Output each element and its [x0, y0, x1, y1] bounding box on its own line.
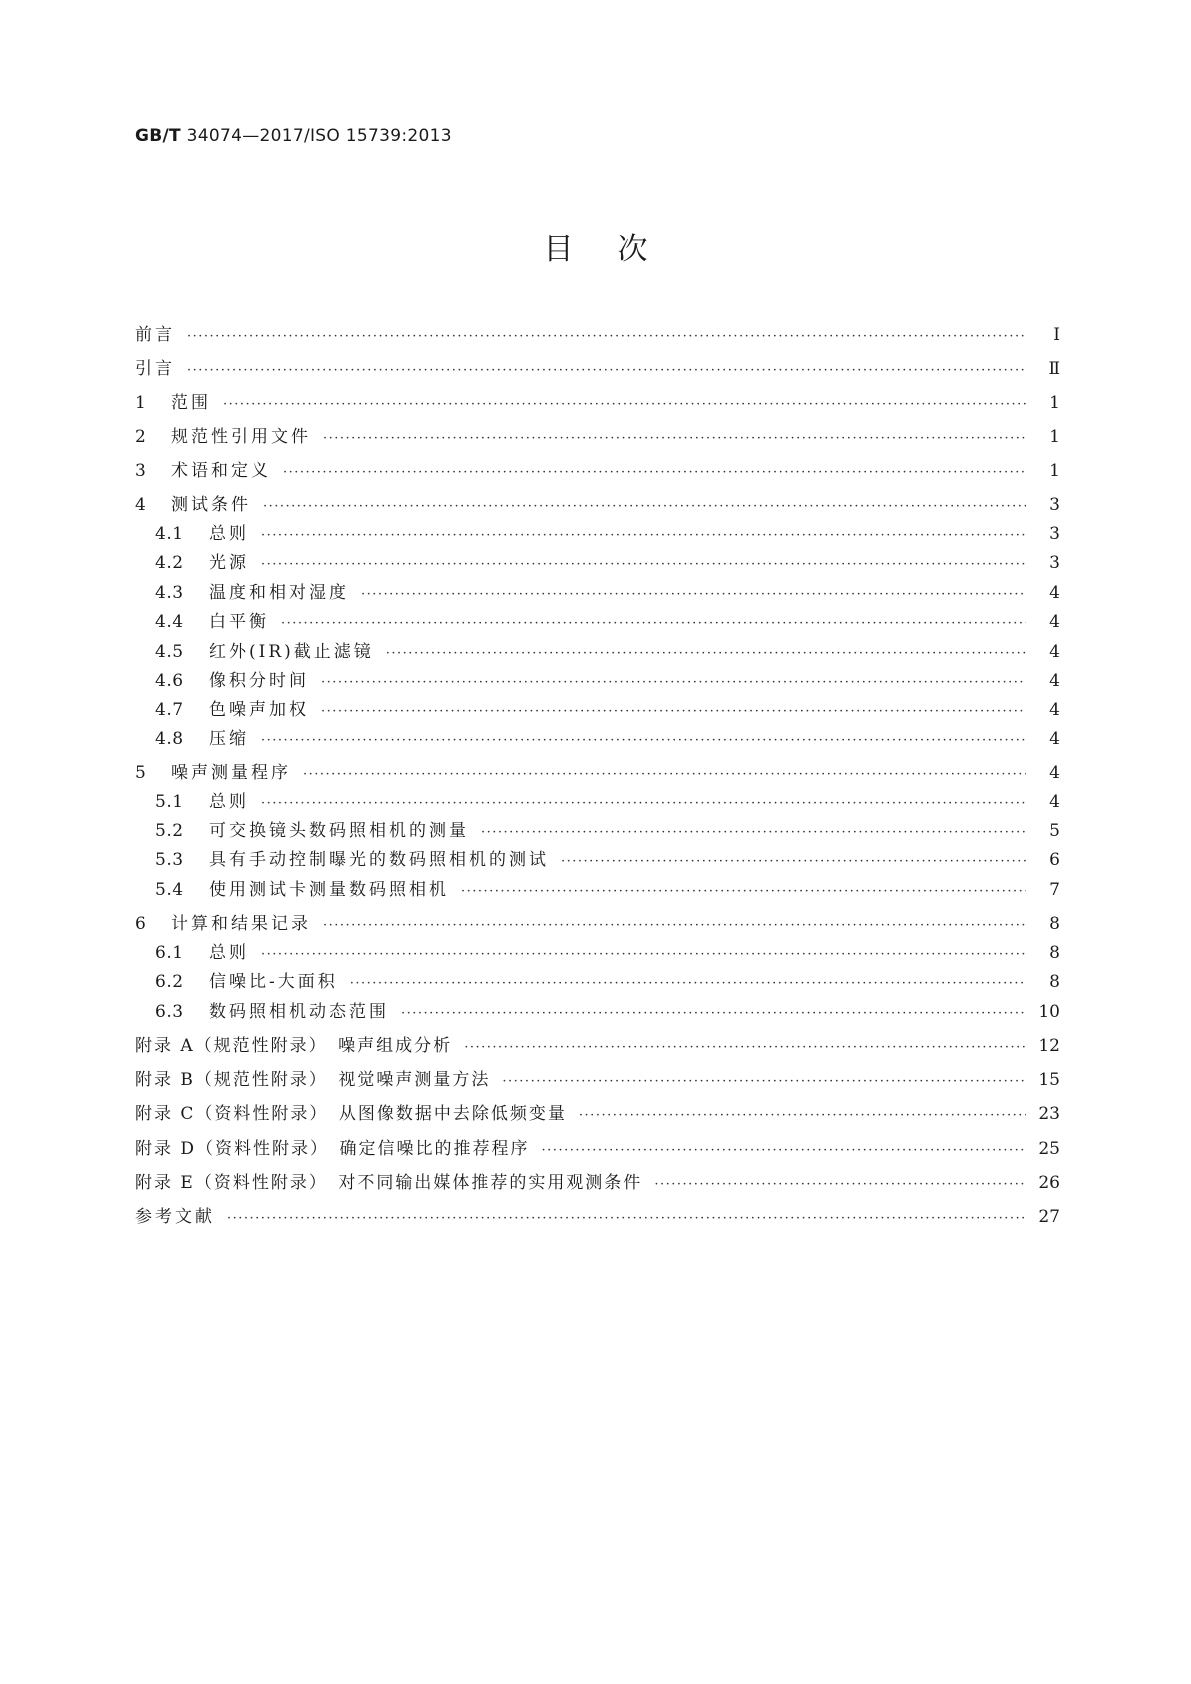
standard-prefix: GB/T [135, 126, 181, 146]
toc-entry-title: 可交换镜头数码照相机的测量 [209, 821, 469, 841]
toc-entry-page: 12 [1038, 1036, 1060, 1056]
toc-entry-page: 1 [1049, 393, 1060, 413]
toc-entry-title: 总则 [209, 524, 249, 544]
toc-leader-dots [321, 668, 1026, 698]
toc-entry[interactable] [135, 422, 1060, 452]
toc-leader-dots [263, 492, 1026, 522]
toc-entry-page: 4 [1049, 763, 1060, 783]
toc-entry-page: Ⅱ [1048, 359, 1060, 379]
toc-entry-title: 使用测试卡测量数码照相机 [209, 880, 449, 900]
toc-entry[interactable] [155, 519, 1060, 549]
toc-entry-title: 附录 D（资料性附录） 确定信噪比的推荐程序 [135, 1139, 530, 1159]
toc-leader-dots [261, 940, 1026, 970]
toc-leader-dots [223, 390, 1026, 420]
toc-entry-title: 计算和结果记录 [171, 914, 311, 934]
toc-entry[interactable] [135, 1168, 1060, 1198]
toc-entry[interactable] [135, 1031, 1060, 1061]
toc-entry[interactable] [135, 758, 1060, 788]
toc-entry-number: 4.4 [155, 612, 184, 632]
toc-entry-page: 4 [1049, 792, 1060, 812]
toc-leader-dots [187, 322, 1026, 352]
toc-entry-number: 4.6 [155, 671, 184, 691]
toc-entry-page: 7 [1049, 880, 1060, 900]
toc-leader-dots [261, 789, 1026, 819]
toc-entry-page: 15 [1038, 1070, 1060, 1090]
toc-entry-number: 4.1 [155, 524, 184, 544]
toc-entry-title: 白平衡 [209, 612, 269, 632]
toc-entry-page: 8 [1049, 914, 1060, 934]
toc-entry-title: 红外(IR)截止滤镜 [209, 642, 374, 662]
toc-entry-page: 8 [1049, 943, 1060, 963]
toc-entry-page: 6 [1049, 850, 1060, 870]
toc-entry[interactable] [155, 875, 1060, 905]
toc-leader-dots [261, 726, 1026, 756]
toc-entry[interactable] [135, 1099, 1060, 1129]
toc-leader-dots [542, 1136, 1026, 1166]
toc-entry[interactable] [155, 845, 1060, 875]
toc-leader-dots [283, 458, 1026, 488]
toc-entry-page: 4 [1049, 700, 1060, 720]
toc-entry-title: 附录 C（资料性附录） 从图像数据中去除低频变量 [135, 1104, 567, 1124]
toc-entry-page: 25 [1038, 1139, 1060, 1159]
toc-entry-page: 4 [1049, 642, 1060, 662]
toc-entry-number: 5.3 [155, 850, 184, 870]
toc-entry-number: 6.2 [155, 972, 184, 992]
toc-entry-title: 范围 [171, 393, 211, 413]
toc-entry[interactable] [135, 354, 1060, 384]
toc-entry[interactable] [155, 787, 1060, 817]
toc-leader-dots [261, 550, 1026, 580]
toc-entry-number: 4.3 [155, 583, 184, 603]
toc-entry-number: 5 [135, 763, 147, 783]
page-title: 目次 [543, 232, 692, 267]
toc-leader-dots [401, 999, 1026, 1029]
toc-entry[interactable] [135, 456, 1060, 486]
toc-entry[interactable] [155, 816, 1060, 846]
toc-entry-number: 1 [135, 393, 147, 413]
toc-leader-dots [303, 760, 1026, 790]
toc-leader-dots [323, 911, 1026, 941]
toc-entry[interactable] [155, 695, 1060, 725]
toc-leader-dots [561, 847, 1026, 877]
toc-leader-dots [281, 609, 1026, 639]
toc-leader-dots [261, 521, 1026, 551]
toc-entry[interactable] [155, 997, 1060, 1027]
toc-entry-title: 压缩 [209, 729, 249, 749]
toc-entry-title: 数码照相机动态范围 [209, 1002, 389, 1022]
toc-leader-dots [227, 1204, 1026, 1234]
toc-entry-title: 总则 [209, 943, 249, 963]
toc-entry-page: 1 [1049, 461, 1060, 481]
toc-entry[interactable] [155, 548, 1060, 578]
toc-entry[interactable] [155, 938, 1060, 968]
toc-entry[interactable] [135, 1202, 1060, 1232]
toc-entry[interactable] [135, 388, 1060, 418]
toc-leader-dots [361, 580, 1026, 610]
toc-leader-dots [502, 1067, 1026, 1097]
toc-entry-title: 规范性引用文件 [171, 427, 311, 447]
toc-entry[interactable] [135, 320, 1060, 350]
toc-entry-number: 4.7 [155, 700, 184, 720]
toc-entry[interactable] [135, 490, 1060, 520]
toc-entry-page: 4 [1049, 671, 1060, 691]
toc-entry-page: 26 [1038, 1173, 1060, 1193]
toc-entry-title: 像积分时间 [209, 671, 309, 691]
toc-entry-title: 前言 [135, 325, 175, 345]
toc-leader-dots [187, 356, 1026, 386]
toc-entry[interactable] [155, 967, 1060, 997]
toc-entry-number: 5.2 [155, 821, 184, 841]
toc-entry-number: 6 [135, 914, 147, 934]
toc-entry-number: 4 [135, 495, 147, 515]
toc-entry-number: 6.3 [155, 1002, 184, 1022]
toc-entry-title: 附录 A（规范性附录） 噪声组成分析 [135, 1036, 453, 1056]
toc-entry-page: 10 [1038, 1002, 1060, 1022]
toc-entry-title: 噪声测量程序 [171, 763, 291, 783]
toc-entry[interactable] [135, 1134, 1060, 1164]
toc-entry[interactable] [155, 724, 1060, 754]
toc-entry-number: 4.8 [155, 729, 184, 749]
toc-entry[interactable] [155, 637, 1060, 667]
toc-entry-page: 3 [1049, 553, 1060, 573]
toc-entry-page: 27 [1038, 1207, 1060, 1227]
toc-entry[interactable] [135, 909, 1060, 939]
standard-code: 34074—2017/ISO 15739:2013 [180, 126, 452, 146]
toc-entry-title: 信噪比-大面积 [209, 972, 338, 992]
toc-entry-title: 色噪声加权 [209, 700, 309, 720]
toc-leader-dots [323, 424, 1026, 454]
toc-entry-page: Ⅰ [1053, 325, 1060, 345]
toc-entry-number: 4.5 [155, 642, 184, 662]
toc-entry[interactable] [155, 666, 1060, 696]
toc-entry-number: 6.1 [155, 943, 184, 963]
toc-entry-page: 1 [1049, 427, 1060, 447]
toc-leader-dots [481, 818, 1026, 848]
toc-leader-dots [654, 1170, 1026, 1200]
toc-entry-title: 总则 [209, 792, 249, 812]
toc-entry-page: 8 [1049, 972, 1060, 992]
toc-entry-title: 温度和相对湿度 [209, 583, 349, 603]
toc-entry[interactable] [155, 607, 1060, 637]
toc-leader-dots [350, 969, 1026, 999]
toc-entry-title: 术语和定义 [171, 461, 271, 481]
toc-leader-dots [386, 639, 1026, 669]
toc-entry-title: 测试条件 [171, 495, 251, 515]
toc-entry-title: 参考文献 [135, 1207, 215, 1227]
toc-entry-number: 5.1 [155, 792, 184, 812]
toc-entry-page: 23 [1038, 1104, 1060, 1124]
toc-leader-dots [464, 1033, 1026, 1063]
toc-entry-title: 具有手动控制曝光的数码照相机的测试 [209, 850, 549, 870]
standard-number [135, 126, 452, 146]
toc-entry-number: 3 [135, 461, 147, 481]
toc-entry-page: 3 [1049, 495, 1060, 515]
toc-entry-page: 4 [1049, 583, 1060, 603]
toc-entry-page: 5 [1049, 821, 1060, 841]
toc-entry-number: 4.2 [155, 553, 184, 573]
toc-entry-number: 5.4 [155, 880, 184, 900]
toc-leader-dots [579, 1101, 1026, 1131]
toc-leader-dots [461, 877, 1026, 907]
toc-entry-title: 附录 B（规范性附录） 视觉噪声测量方法 [135, 1070, 491, 1090]
toc-entry-page: 3 [1049, 524, 1060, 544]
toc-entry-number: 2 [135, 427, 147, 447]
toc-entry[interactable] [135, 1065, 1060, 1095]
toc-entry[interactable] [155, 578, 1060, 608]
toc-entry-page: 4 [1049, 612, 1060, 632]
toc-entry-title: 引言 [135, 359, 175, 379]
toc-entry-title: 光源 [209, 553, 249, 573]
toc-leader-dots [321, 697, 1026, 727]
toc-entry-title: 附录 E（资料性附录） 对不同输出媒体推荐的实用观测条件 [135, 1173, 643, 1193]
toc-entry-page: 4 [1049, 729, 1060, 749]
